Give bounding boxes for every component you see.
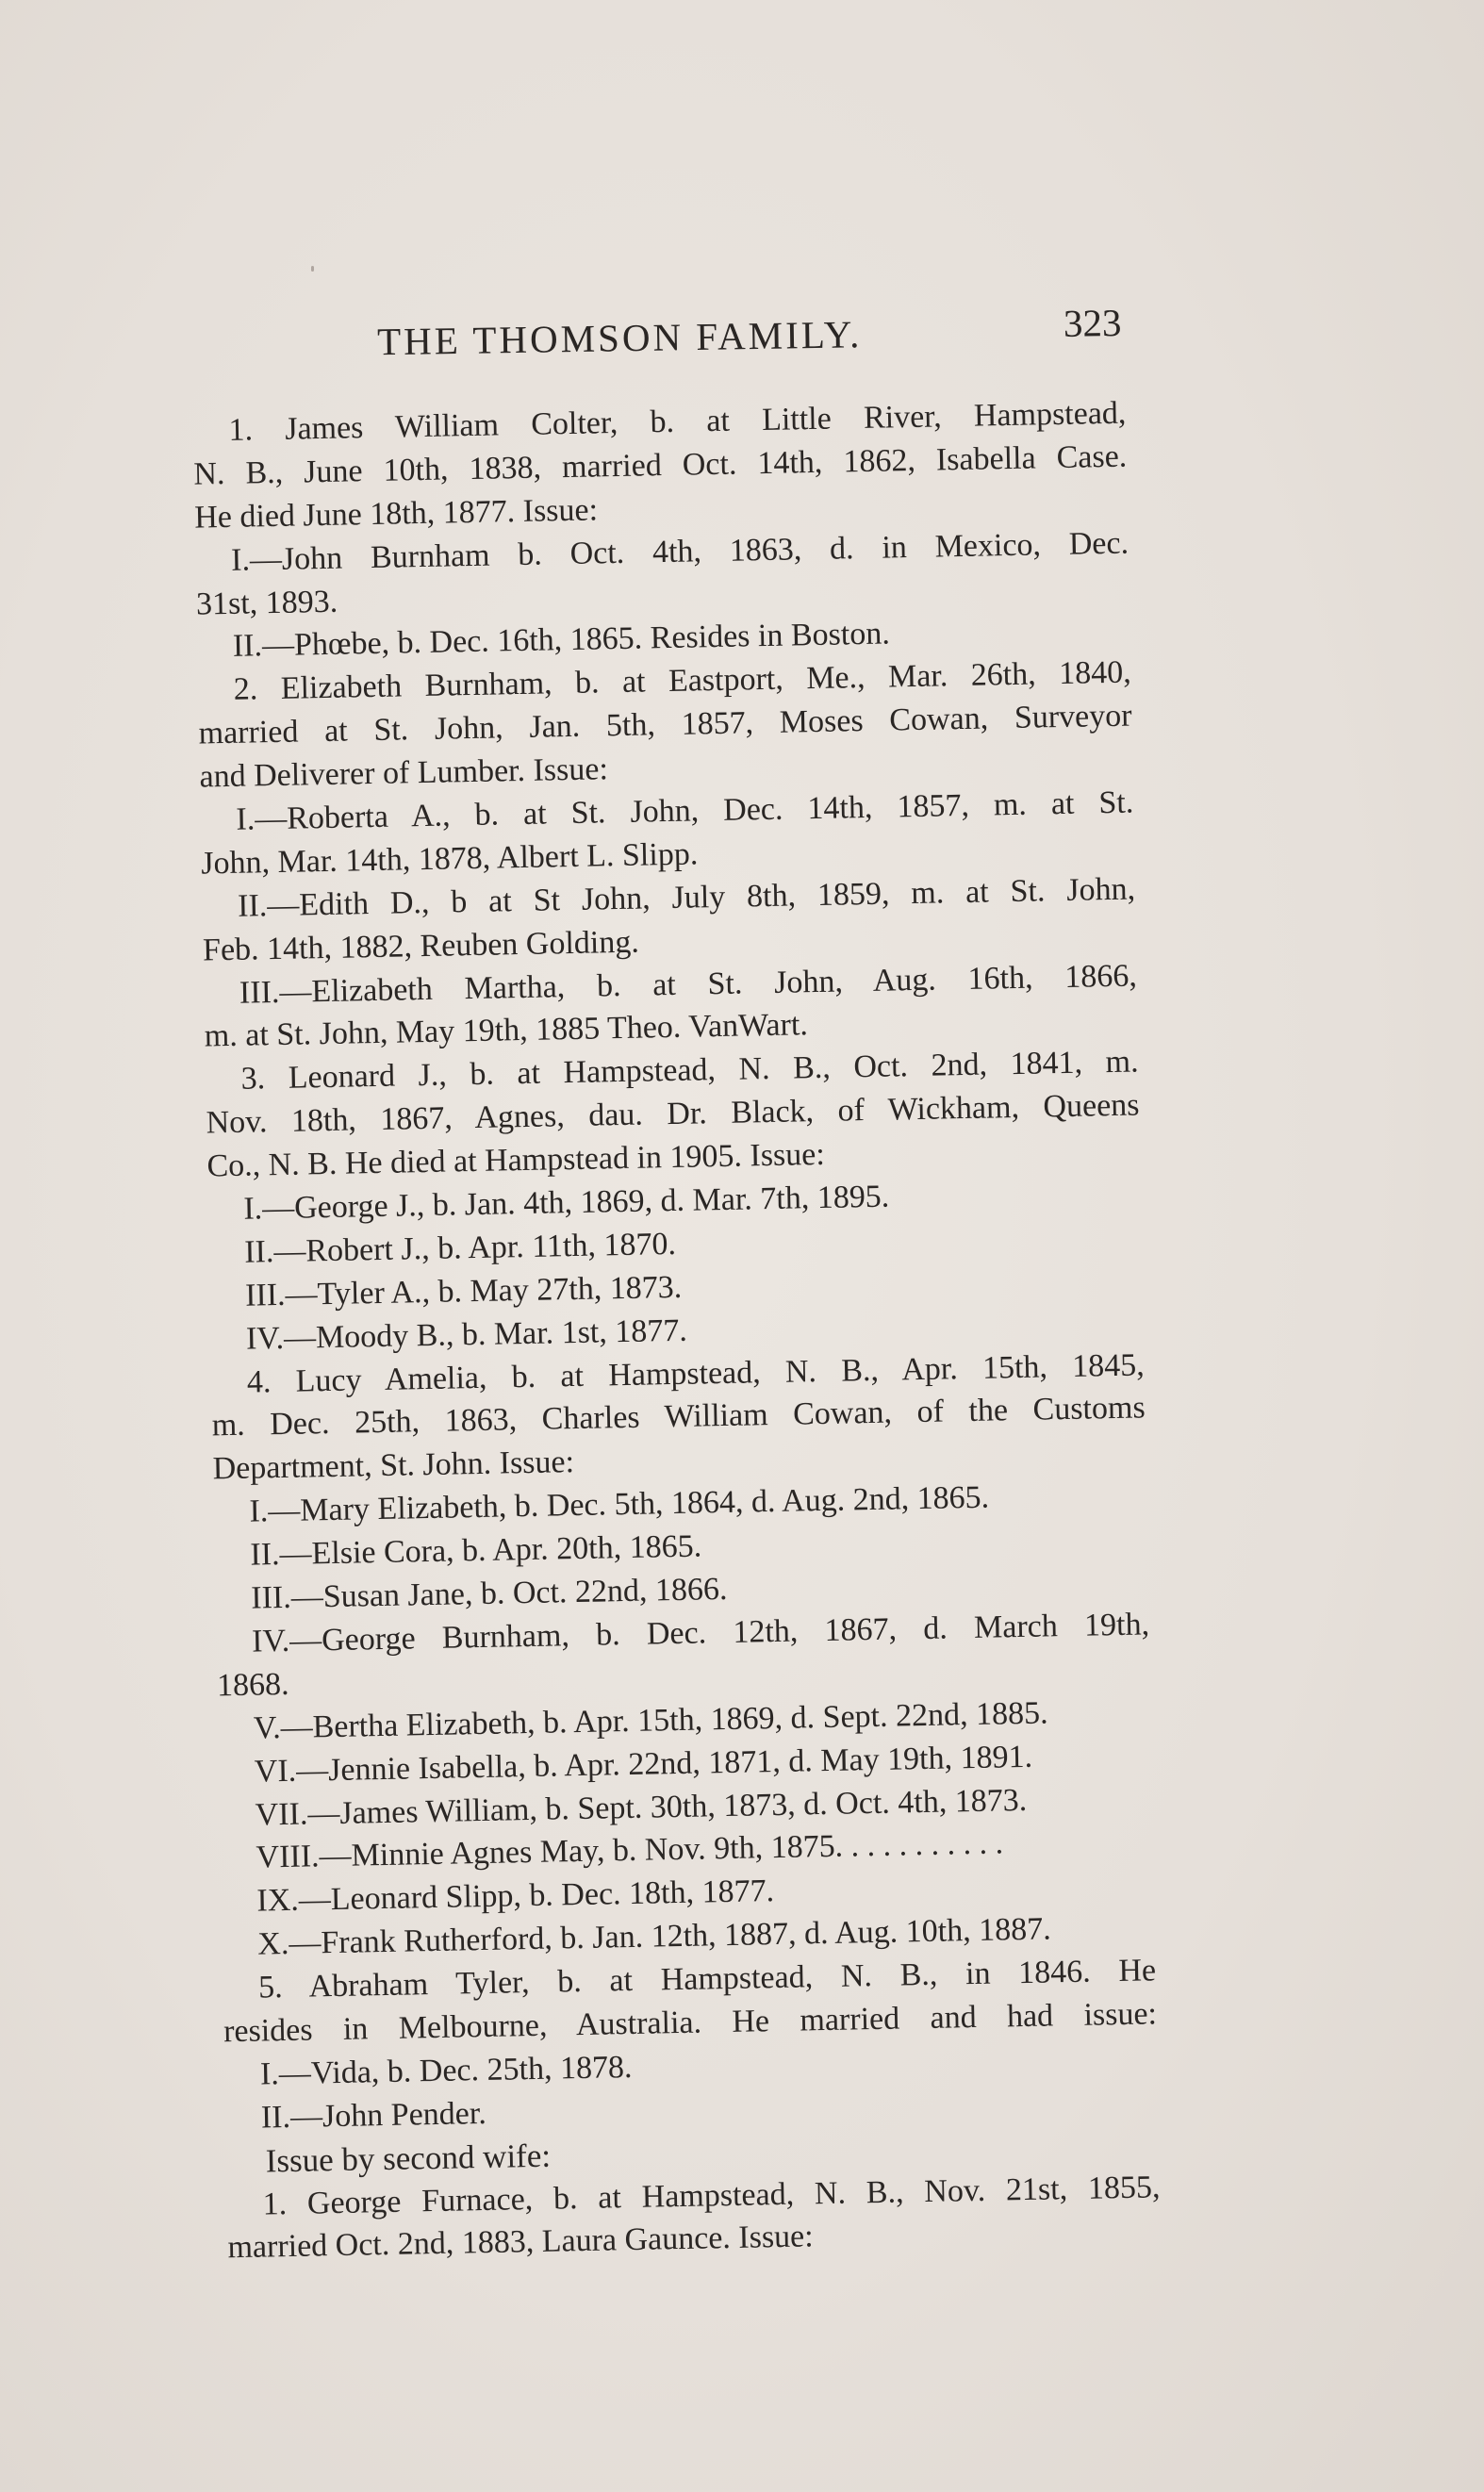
text-line: II.—Phœbe, b. Dec. 16th, 1865. Resides in Boston.: [232, 616, 891, 665]
text-line: 1. James William Colter, b. at Little River, Hampstead,: [228, 395, 1127, 448]
text-line: VIII.—Minnie Agnes May, b. Nov. 9th, 1875. . . . . . . . . . .: [256, 1825, 1004, 1875]
text-line: Nov. 18th, 1867, Agnes, dau. Dr. Black, of Wickham, Queens: [206, 1087, 1140, 1141]
text-line: 4. Lucy Amelia, b. at Hampstead, N. B., Apr. 15th, 1845,: [246, 1347, 1146, 1400]
text-line: 2. Elizabeth Burnham, b. at Eastport, Me., Mar. 26th, 1840,: [233, 654, 1131, 708]
text-line: Co., N. B. He died at Hampstead in 1905. Issue:: [206, 1137, 826, 1184]
text-line: V.—Bertha Elizabeth, b. Apr. 15th, 1869, d. Sept. 22nd, 1885.: [253, 1695, 1048, 1746]
text-line: 1868.: [216, 1666, 289, 1704]
text-line: married at St. John, Jan. 5th, 1857, Moses Cowan, Surveyor: [198, 698, 1132, 751]
text-line: IX.—Leonard Slipp, b. Dec. 18th, 1877.: [256, 1873, 775, 1919]
text-line: II.—John Pender.: [260, 2095, 487, 2136]
text-line: He died June 18th, 1877. Issue:: [193, 492, 599, 536]
text-line: III.—Tyler A., b. May 27th, 1873.: [244, 1269, 683, 1313]
text-line: III.—Elizabeth Martha, b. at St. John, Aug. 16th, 1866,: [239, 958, 1138, 1011]
page-number: 323: [1063, 300, 1122, 345]
text-line: m. at St. John, May 19th, 1885 Theo. VanWart.: [204, 1007, 809, 1054]
text-line: 31st, 1893.: [195, 584, 338, 622]
page-header: [0, 289, 1484, 369]
text-line: John, Mar. 14th, 1878, Albert L. Slipp.: [200, 836, 699, 882]
text-line: resides in Melbourne, Australia. He married and had issue:: [223, 1996, 1158, 2050]
text-line: X.—Frank Rutherford, b. Jan. 12th, 1887, d. Aug. 10th, 1887.: [256, 1911, 1052, 1962]
text-line: IV.—George Burnham, b. Dec. 12th, 1867, d. March 19th,: [251, 1607, 1150, 1659]
text-line: 1. George Furnace, b. at Hampstead, N. B., Nov. 21st, 1855,: [262, 2169, 1161, 2222]
text-line: and Deliverer of Lumber. Issue:: [199, 751, 609, 795]
text-line: III.—Susan Jane, b. Oct. 22nd, 1866.: [250, 1571, 728, 1616]
paper-fleck: [311, 266, 314, 272]
text-line: II.—Elsie Cora, b. Apr. 20th, 1865.: [250, 1528, 702, 1573]
text-line: N. B., June 10th, 1838, married Oct. 14th, 1862, Isabella Case.: [193, 438, 1128, 492]
text-line: Issue by second wife:: [265, 2137, 552, 2180]
text-line: Feb. 14th, 1882, Reuben Golding.: [202, 924, 640, 968]
text-line: I.—Mary Elizabeth, b. Dec. 5th, 1864, d. Aug. 2nd, 1865.: [249, 1479, 990, 1529]
text-line: II.—Edith D., b at St John, July 8th, 1859, m. at St. John,: [237, 871, 1136, 924]
text-line: I.—Roberta A., b. at St. John, Dec. 14th, 1857, m. at St.: [236, 784, 1134, 837]
text-line: married Oct. 2nd, 1883, Laura Gaunce. Issue:: [227, 2219, 815, 2266]
text-line: VII.—James William, b. Sept. 30th, 1873, d. Oct. 4th, 1873.: [255, 1782, 1028, 1833]
text-line: I.—John Burnham b. Oct. 4th, 1863, d. in Mexico, Dec.: [230, 525, 1129, 578]
text-line: 5. Abraham Tyler, b. at Hampstead, N. B., in 1846. He: [257, 1953, 1157, 2005]
running-title: THE THOMSON FAMILY.: [376, 312, 863, 364]
text-line: 3. Leonard J., b. at Hampstead, N. B., Oct. 2nd, 1841, m.: [240, 1044, 1139, 1097]
text-line: VI.—Jennie Isabella, b. Apr. 22nd, 1871, d. May 19th, 1891.: [254, 1739, 1033, 1790]
text-line: Department, St. John. Issue:: [212, 1444, 575, 1487]
text-line: I.—George J., b. Jan. 4th, 1869, d. Mar. 7th, 1895.: [243, 1179, 890, 1227]
text-line: II.—Robert J., b. Apr. 11th, 1870.: [243, 1226, 677, 1270]
text-line: m. Dec. 25th, 1863, Charles William Cowan, of the Customs: [211, 1390, 1146, 1444]
text-line: IV.—Moody B., b. Mar. 1st, 1877.: [245, 1312, 688, 1357]
text-line: I.—Vida, b. Dec. 25th, 1878.: [259, 2049, 633, 2092]
body-text: [192, 392, 1162, 2270]
